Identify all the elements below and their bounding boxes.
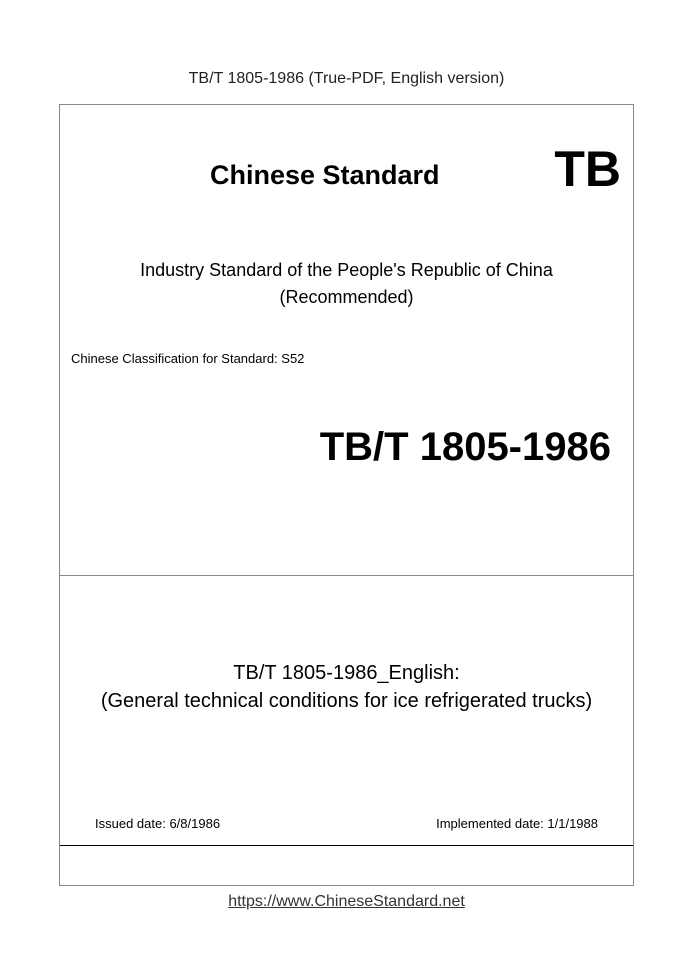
industry-line-1: Industry Standard of the People's Republic of China	[140, 260, 553, 280]
standard-code-logo: TB	[554, 141, 621, 197]
english-title	[60, 659, 633, 715]
standard-title: Chinese Standard	[210, 160, 440, 190]
document-header: TB/T 1805-1986 (True-PDF, English version)	[188, 70, 505, 87]
standard-number: TB/T 1805-1986	[319, 425, 611, 469]
cover-top-section	[60, 105, 633, 576]
classification-text: Chinese Classification for Standard: S52	[71, 351, 305, 366]
english-title-line-1: TB/T 1805-1986_English:	[233, 662, 460, 684]
industry-standard-text	[60, 257, 633, 311]
english-title-line-2: (General technical conditions for ice refrigerated trucks)	[100, 690, 593, 712]
issued-date: Issued date: 6/8/1986	[95, 816, 221, 831]
cover-bottom-section	[60, 846, 633, 885]
cover-middle-section	[60, 576, 633, 846]
industry-line-2: (Recommended)	[279, 287, 414, 307]
website-link[interactable]: https://www.ChineseStandard.net	[228, 893, 465, 910]
cover-frame	[59, 104, 634, 886]
implemented-date: Implemented date: 1/1/1988	[436, 816, 598, 831]
